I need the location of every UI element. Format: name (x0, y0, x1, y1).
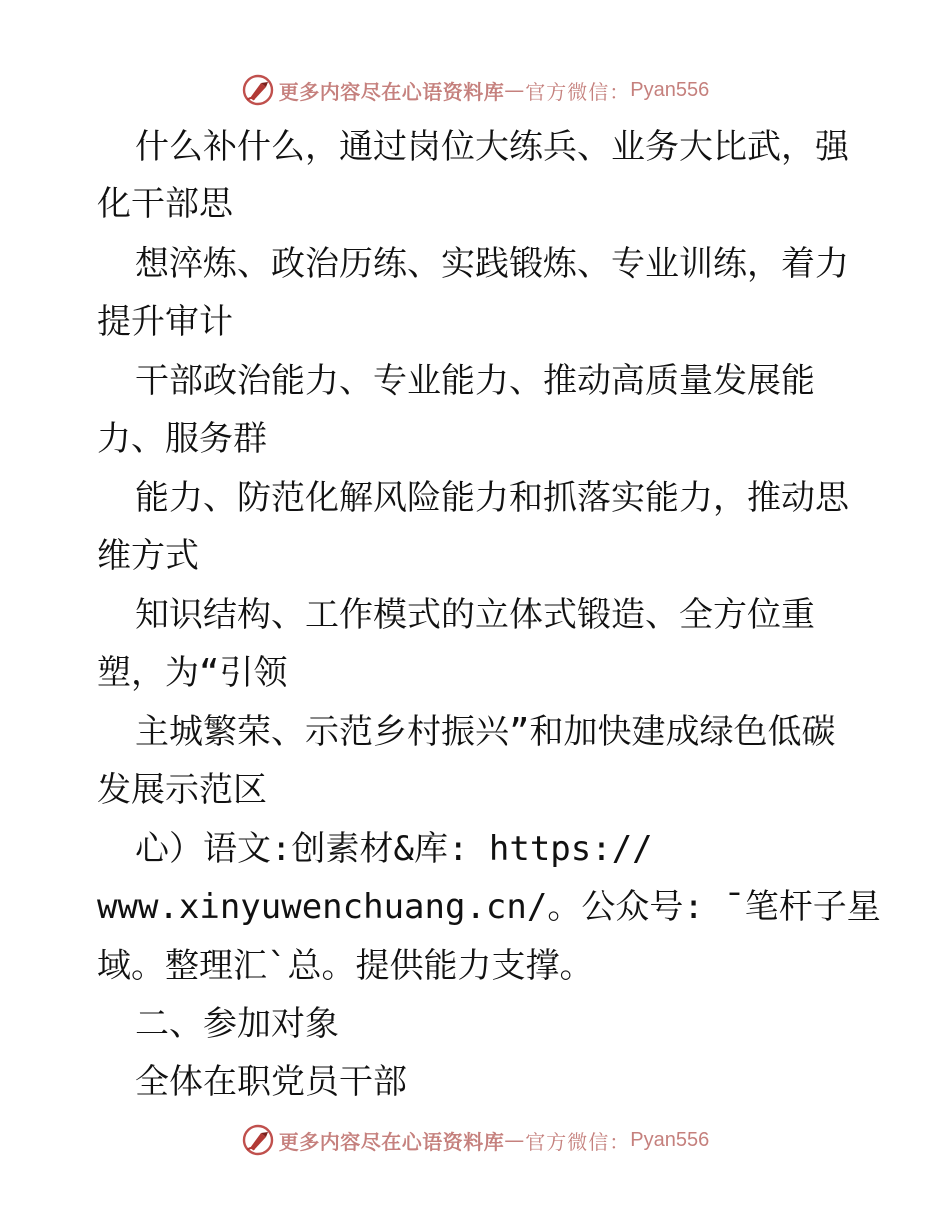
banner-sub-text: 官方微信： (525, 1129, 631, 1154)
text-line: 什么补什么，通过岗位大练兵、业务大比武，强 (135, 127, 849, 167)
text-line: 域。整理汇`总。提供能力支撑。 (97, 946, 594, 986)
text-line: 主城繁荣、示范乡村振兴”和加快建成绿色低碳 (135, 712, 836, 752)
banner-main-text: 更多内容尽在心语资料库 (278, 79, 505, 104)
pen-nib-seal-icon (241, 1123, 275, 1157)
text-line: www.xinyuwenchuang.cn/。公众号: ¯笔杆子星 (97, 887, 881, 927)
banner-dash: — (504, 78, 526, 102)
text-line: 能力、防范化解风险能力和抓落实能力，推动思 (135, 478, 849, 518)
section-heading: 二、参加对象 (135, 1004, 339, 1044)
banner-wechat-id: Pyan556 (630, 78, 710, 101)
text-line: 发展示范区 (97, 770, 267, 810)
text-line: 力、服务群 (97, 419, 267, 459)
text-line: 干部政治能力、专业能力、推动高质量发展能 (135, 361, 815, 401)
text-line: 维方式 (97, 536, 199, 576)
text-line: 化干部思 (97, 184, 233, 224)
header-banner (0, 70, 950, 110)
footer-banner (0, 1120, 950, 1160)
text-line: 心）语文:创素材&库: https:// (135, 829, 653, 869)
pen-nib-seal-icon (241, 73, 275, 107)
text-line: 知识结构、工作模式的立体式锻造、全方位重 (135, 595, 815, 635)
text-line: 想淬炼、政治历练、实践锻炼、专业训练，着力 (135, 244, 849, 284)
text-line: 提升审计 (97, 302, 233, 342)
banner-sub-text: 官方微信： (525, 79, 631, 104)
banner-dash: — (504, 1128, 526, 1152)
banner-wechat-id: Pyan556 (630, 1128, 710, 1151)
text-line: 全体在职党员干部 (135, 1062, 407, 1102)
banner-main-text: 更多内容尽在心语资料库 (278, 1129, 505, 1154)
text-line: 塑，为“引领 (97, 653, 288, 693)
